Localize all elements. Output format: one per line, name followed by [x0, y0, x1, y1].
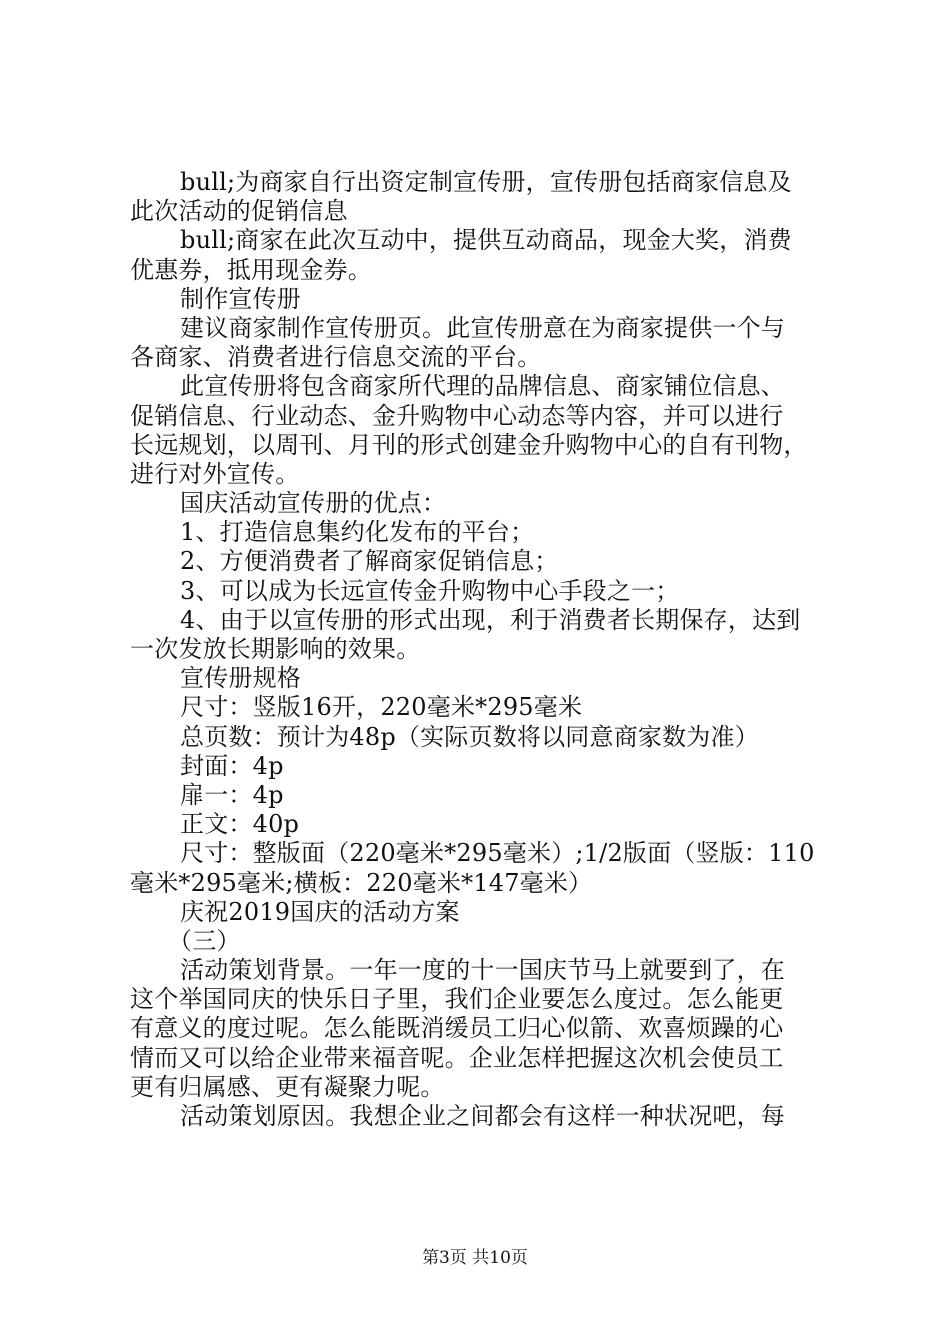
page-number-label: 第3页 共10页: [422, 1248, 528, 1268]
text-line: 4、由于以宣传册的形式出现，利于消费者长期保存，达到: [180, 605, 801, 634]
text-line: 建议商家制作宣传册页。此宣传册意在为商家提供一个与: [180, 313, 785, 342]
text-line: 1、打造信息集约化发布的平台；: [180, 518, 535, 547]
page-footer: [0, 1243, 950, 1268]
text-line: 毫米*295毫米;横板：220毫米*147毫米）: [130, 868, 593, 897]
text-line: 尺寸：整版面（220毫米*295毫米）;1/2版面（竖版：110: [180, 839, 815, 868]
text-line: （三）: [168, 926, 241, 955]
text-line: 各商家、消费者进行信息交流的平台。: [130, 343, 542, 372]
text-line: 长远规划，以周刊、月刊的形式创建金升购物中心的自有刊物，: [130, 430, 808, 459]
text-line: bull;为商家自行出资定制宣传册，宣传册包括商家信息及: [180, 168, 792, 196]
text-line: 促销信息、行业动态、金升购物中心动态等内容，并可以进行: [130, 401, 784, 430]
text-line: 优惠券，抵用现金券。: [130, 255, 372, 284]
text-line: 制作宣传册: [180, 284, 301, 313]
text-line: 这个举国同庆的快乐日子里，我们企业要怎么度过。怎么能更: [130, 985, 784, 1014]
text-line: 正文：40p: [180, 810, 300, 839]
text-line: 3、可以成为长远宣传金升购物中心手段之一；: [180, 576, 680, 605]
text-line: 此次活动的促销信息: [130, 197, 348, 226]
text-line: bull;商家在此次互动中，提供互动商品，现金大奖，消费: [180, 226, 792, 255]
text-line: 有意义的度过呢。怎么能既消缓员工归心似箭、欢喜烦躁的心: [130, 1014, 784, 1043]
text-line: 庆祝2019国庆的活动方案: [180, 897, 460, 926]
text-line: 2、方便消费者了解商家促销信息；: [180, 547, 559, 576]
text-line: 更有归属感、更有凝聚力呢。: [130, 1072, 445, 1101]
text-line: 此宣传册将包含商家所代理的品牌信息、商家铺位信息、: [180, 372, 785, 401]
text-line: 尺寸：竖版16开，220毫米*295毫米: [180, 693, 583, 722]
text-line: 封面：4p: [180, 751, 284, 780]
text-line: 一次发放长期影响的效果。: [130, 635, 421, 663]
document-body: [130, 168, 830, 1131]
text-line: 活动策划原因。我想企业之间都会有这样一种状况吧，每: [180, 1102, 785, 1130]
text-line: 宣传册规格: [180, 664, 301, 693]
text-line: 国庆活动宣传册的优点：: [180, 489, 447, 518]
text-line: 总页数：预计为48p（实际页数将以同意商家数为准）: [180, 722, 759, 751]
text-line: 活动策划背景。一年一度的十一国庆节马上就要到了，在: [180, 956, 785, 985]
text-line: 情而又可以给企业带来福音呢。企业怎样把握这次机会使员工: [130, 1043, 784, 1072]
text-line: 进行对外宣传。: [130, 459, 300, 488]
text-line: 扉一：4p: [180, 780, 284, 809]
